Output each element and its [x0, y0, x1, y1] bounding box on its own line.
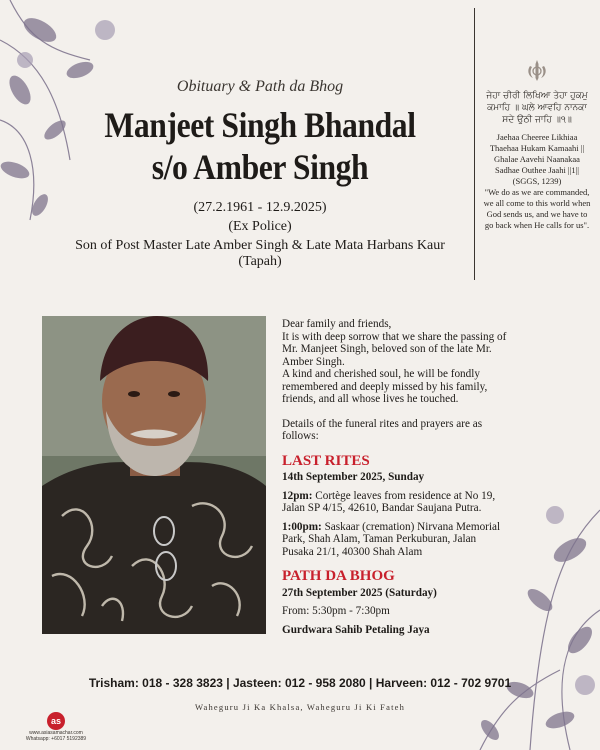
path-da-bhog-time: From: 5:30pm - 7:30pm	[282, 605, 390, 617]
last-rites-time-2: 1:00pm:	[282, 520, 322, 533]
last-rites-item-1	[282, 490, 507, 515]
last-rites-title: LAST RITES	[282, 452, 370, 469]
greeting: Dear family and friends,	[282, 318, 392, 330]
logo-badge: as	[47, 712, 65, 730]
deceased-parentage: s/o Amber Singh	[151, 147, 369, 187]
verse-gurmukhi: ਜੇਹਾ ਚੀਰੀ ਲਿਖਿਆ ਤੇਹਾ ਹੁਕਮੁ ਕਮਾਹਿ ॥ ਘਲੇ ਆਵਹਿ ਨਾਨਕਾ ਸਦੇ ਉਠੀ ਜਾਹਿ ॥੧॥	[486, 91, 588, 125]
life-dates: (27.2.1961 - 12.9.2025)	[193, 200, 327, 215]
scripture-verse	[482, 58, 592, 231]
last-rites-time-1: 12pm:	[282, 489, 313, 502]
khanda-icon	[526, 58, 548, 84]
last-rites-item-2	[282, 521, 507, 559]
last-rites-detail-1: Cortège leaves from residence at No 19, Jalan SP 4/15, 42610, Bandar Saujana Putra.	[282, 489, 496, 514]
contact-numbers: Trisham: 018 - 328 3823 | Jasteen: 012 - 958 2080 | Harveen: 012 - 702 9701	[88, 676, 512, 690]
parents-line: Son of Post Master Late Amber Singh & Late Mata Harbans Kaur (Tapah)	[75, 238, 445, 269]
path-da-bhog-date: 27th September 2025 (Saturday)	[282, 586, 437, 599]
logo-whatsapp: Whatsapp: +6017 5192389	[25, 736, 87, 742]
tribute-paragraph: A kind and cherished soul, he will be fondly remembered and deeply missed by his family, friends, and all whose lives he touched.	[282, 368, 488, 405]
obituary-text	[282, 318, 507, 636]
publisher-logo	[16, 712, 96, 742]
verse-translation: "We do as we are commanded, we all come to this world when God sends us, and we have to go back when He calls for us".	[483, 187, 591, 230]
closing-salutation: Waheguru Ji Ka Khalsa, Waheguru Ji Ki Fateh	[194, 702, 406, 712]
logo-website: www.asiasamachar.com	[29, 730, 83, 736]
vertical-divider	[474, 8, 475, 280]
obituary-header	[60, 78, 460, 270]
subtitle: Obituary & Path da Bhog	[176, 78, 344, 95]
details-intro: Details of the funeral rites and prayers are as follows:	[282, 417, 483, 442]
verse-source: (SGGS, 1239)	[512, 176, 562, 186]
last-rites-date: 14th September 2025, Sunday	[282, 471, 425, 483]
verse-transliteration: Jaehaa Cheeree Likhiaa Thaehaa Hukam Kamaahi || Ghalae Aavehi Naanakaa Sadhae Outhee Jaahi ||1||	[489, 132, 585, 175]
path-da-bhog-venue: Gurdwara Sahib Petaling Jaya	[282, 623, 430, 636]
deceased-name: Manjeet Singh Bhandal	[104, 105, 416, 145]
path-da-bhog-title: PATH DA BHOG	[282, 568, 395, 584]
deceased-role: (Ex Police)	[228, 219, 292, 234]
portrait-photo	[42, 316, 266, 634]
last-rites-detail-2: Saskaar (cremation) Nirvana Memorial Park, Shah Alam, Taman Perkuburan, Jalan Pusaka 21/1, 40300 Shah Alam	[282, 520, 501, 558]
portrait-illustration	[42, 316, 266, 634]
announcement-paragraph: It is with deep sorrow that we share the passing of Mr. Manjeet Singh, beloved son of the late Mr. Amber Singh.	[282, 330, 507, 368]
